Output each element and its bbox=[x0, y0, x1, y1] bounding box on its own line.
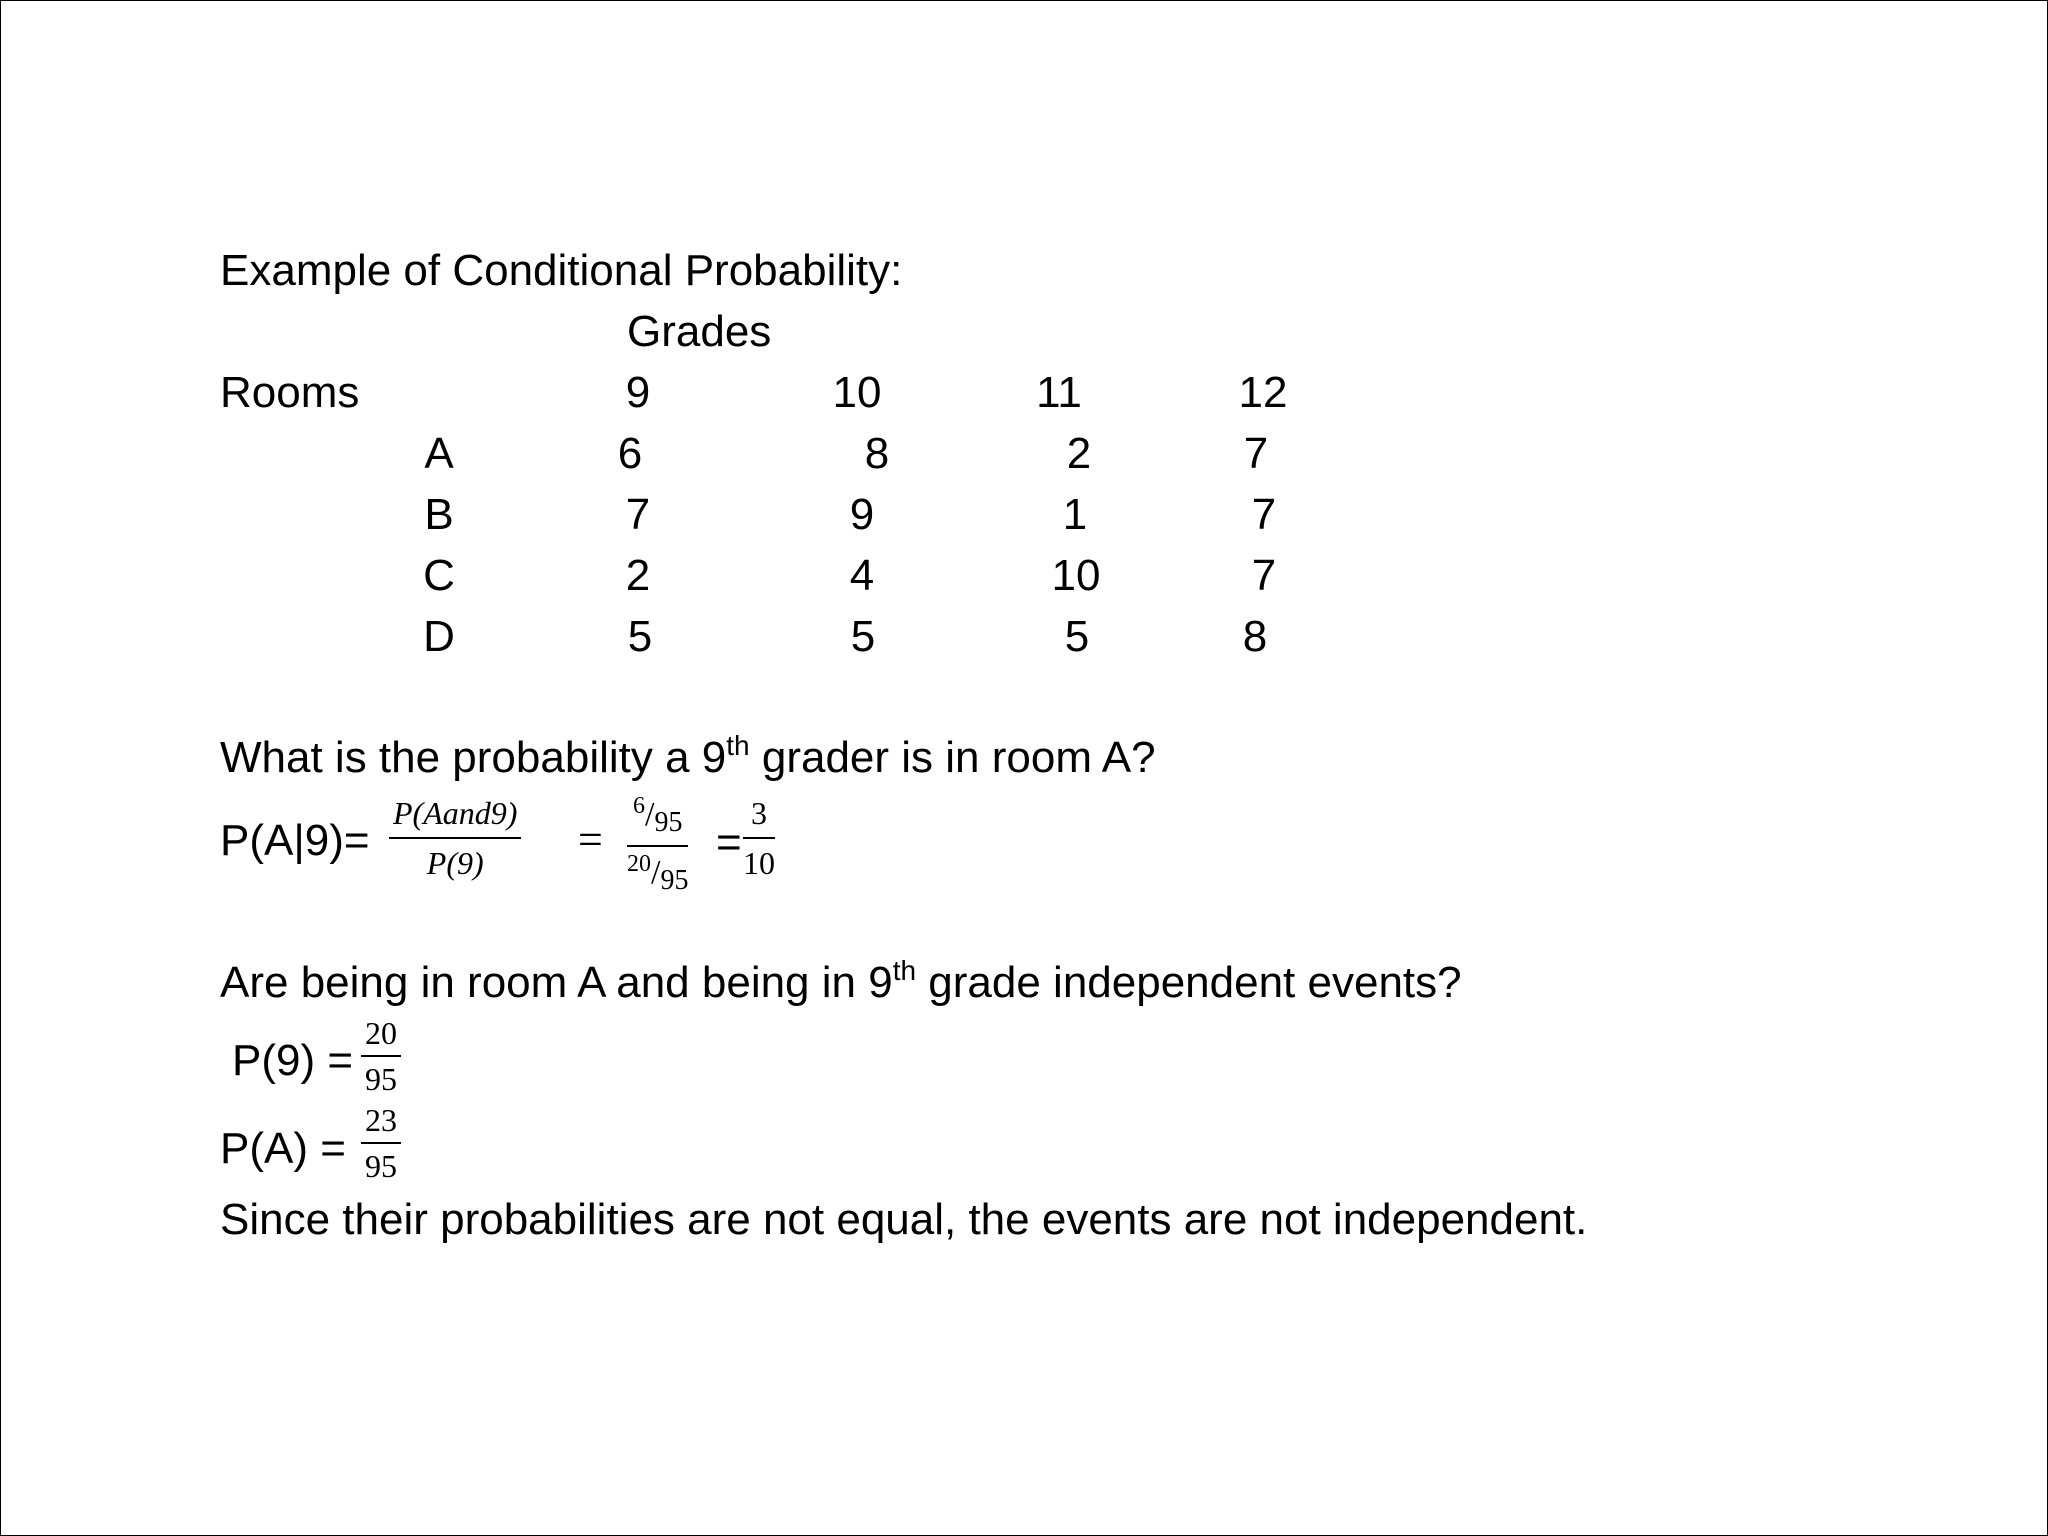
table-cell: 2 bbox=[1066, 429, 1092, 478]
ordinal-suffix: th bbox=[892, 955, 917, 987]
fraction-numerator: 6/95 bbox=[633, 793, 683, 838]
formula-lhs: P(A|9)= bbox=[220, 816, 370, 865]
ordinal-suffix: th bbox=[726, 730, 750, 762]
row-label-d: D bbox=[423, 612, 455, 661]
question-independence-text-a: Are being in room A and being in 9 bbox=[220, 958, 893, 1007]
question-conditional-text-b: grader is in room A? bbox=[749, 733, 1156, 782]
fraction-numerator: 23 bbox=[365, 1102, 397, 1138]
table-cell: 8 bbox=[864, 429, 890, 478]
p9-fraction bbox=[361, 1017, 401, 1095]
p9-lhs: P(9) = bbox=[232, 1036, 354, 1085]
table-cell: 4 bbox=[849, 551, 875, 600]
question-conditional-text-a: What is the probability a 9 bbox=[220, 733, 727, 782]
table-cell: 5 bbox=[627, 612, 653, 661]
pa-lhs: P(A) = bbox=[220, 1124, 346, 1173]
question-independence bbox=[220, 955, 1462, 1007]
table-cell: 6 bbox=[617, 429, 643, 478]
fraction-numerator: P(Aand9) bbox=[393, 795, 518, 831]
column-header-11: 11 bbox=[1036, 368, 1082, 417]
column-header-9: 9 bbox=[625, 368, 651, 417]
table-cell: 7 bbox=[1251, 551, 1277, 600]
fraction-three-tenths bbox=[743, 797, 775, 879]
row-label-c: C bbox=[423, 551, 455, 600]
fraction-denominator: 95 bbox=[365, 1148, 397, 1184]
table-cell: 8 bbox=[1242, 612, 1268, 661]
fraction-denominator: 95 bbox=[365, 1061, 397, 1097]
table-cell: 5 bbox=[1064, 612, 1090, 661]
table-cell: 5 bbox=[850, 612, 876, 661]
equals-sign: = bbox=[716, 818, 742, 867]
table-cell: 1 bbox=[1062, 490, 1088, 539]
question-conditional bbox=[220, 730, 1156, 782]
fraction-numerator: 20 bbox=[365, 1015, 397, 1051]
column-header-12: 12 bbox=[1238, 368, 1288, 417]
equals-sign: = bbox=[578, 815, 603, 864]
column-header-10: 10 bbox=[832, 368, 882, 417]
table-cell: 10 bbox=[1051, 551, 1101, 600]
table-cell: 2 bbox=[625, 551, 651, 600]
fraction-denominator: P(9) bbox=[426, 845, 484, 881]
rooms-label: Rooms bbox=[220, 368, 360, 417]
row-label-b: B bbox=[424, 490, 454, 539]
row-label-a: A bbox=[424, 429, 454, 478]
fraction-p-and-over-p9 bbox=[389, 797, 521, 879]
table-cell: 7 bbox=[1243, 429, 1269, 478]
fraction-numerator: 3 bbox=[751, 795, 767, 831]
table-cell: 7 bbox=[625, 490, 651, 539]
fraction-denominator: 20/95 bbox=[627, 851, 689, 896]
question-independence-text-b: grade independent events? bbox=[916, 958, 1462, 1007]
compound-fraction bbox=[627, 793, 688, 897]
fraction-denominator: 10 bbox=[743, 845, 775, 881]
table-cell: 9 bbox=[849, 490, 875, 539]
slide-heading: Example of Conditional Probability: bbox=[220, 246, 903, 295]
pa-fraction bbox=[361, 1104, 401, 1182]
conclusion-text: Since their probabilities are not equal, the events are not independent. bbox=[220, 1195, 1588, 1244]
table-cell: 7 bbox=[1251, 490, 1277, 539]
grades-label: Grades bbox=[627, 307, 772, 356]
